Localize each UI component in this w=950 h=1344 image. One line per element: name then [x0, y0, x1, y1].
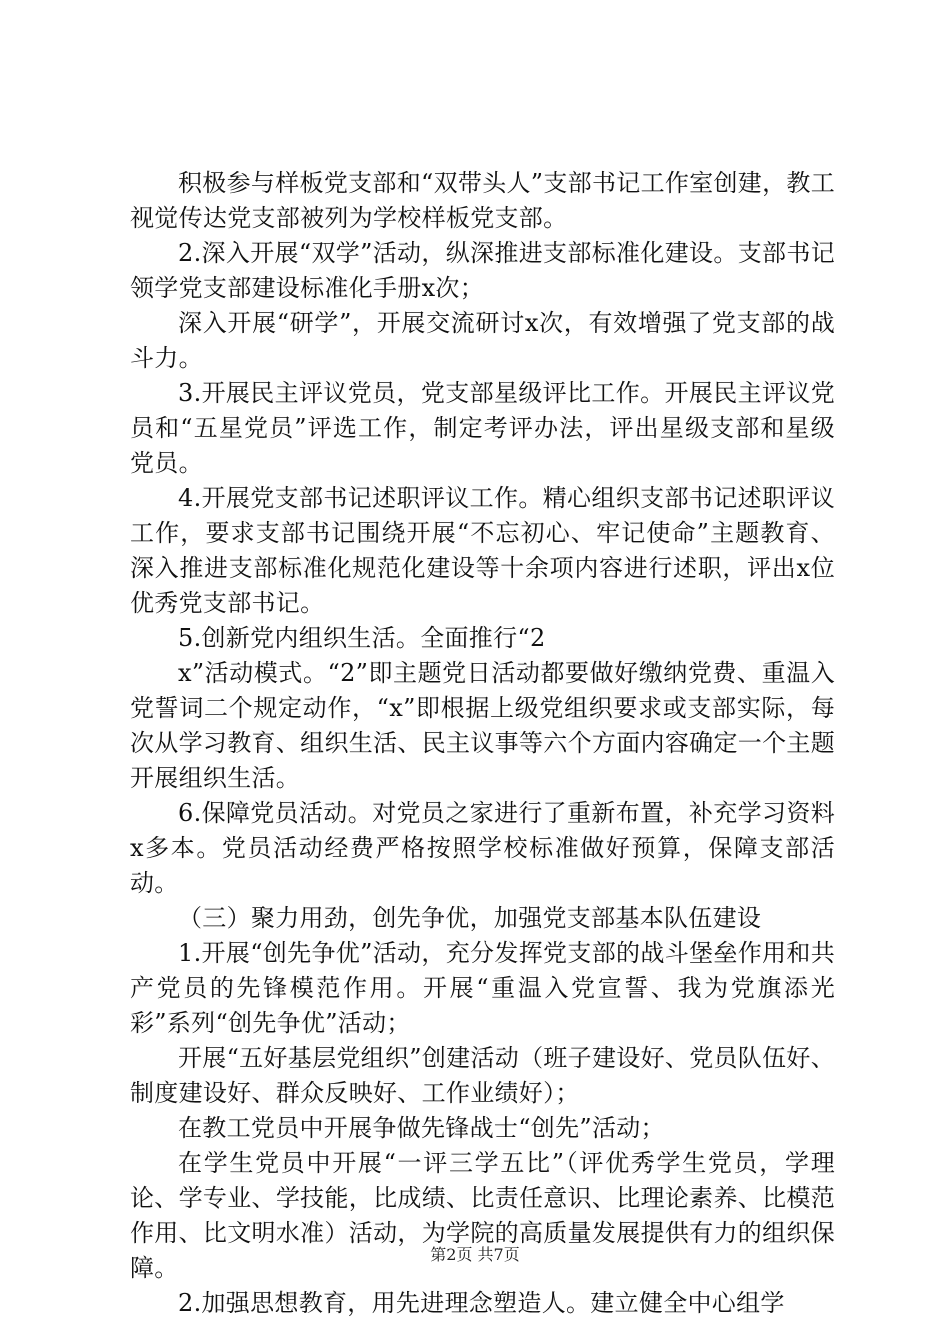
- section-heading: （三）聚力用劲，创先争优，加强党支部基本队伍建设: [178, 904, 762, 932]
- page-number-footer: 第2页 共7页: [430, 1245, 520, 1264]
- paragraph: 开展“五好基层党组织”创建活动（班子建设好、党员队伍好、制度建设好、群众反映好、工作业绩好）；: [130, 1044, 835, 1107]
- paragraph: x”活动模式。“2”即主题党日活动都要做好缴纳党费、重温入党誓词二个规定动作，“x”即根据上级党组织要求或支部实际，每次从学习教育、组织生活、民主议事等六个方面内容确定一个主题开展组织生活。: [130, 659, 835, 792]
- paragraph: 在学生党员中开展“一评三学五比”（评优秀学生党员，学理论、学专业、学技能，比成绩、比责任意识、比理论素养、比模范作用、比文明水准）活动，为学院的高质量发展提供有力的组织保障。: [130, 1149, 835, 1282]
- paragraph: 在教工党员中开展争做先锋战士“创先”活动；: [178, 1114, 665, 1142]
- document-body: [130, 166, 835, 1321]
- paragraph: 4.开展党支部书记述职评议工作。精心组织支部书记述职评议工作，要求支部书记围绕开展“不忘初心、牢记使命”主题教育、深入推进支部标准化规范化建设等十余项内容进行述职，评出x位优秀党支部书记。: [130, 484, 835, 617]
- paragraph: 6.保障党员活动。对党员之家进行了重新布置，补充学习资料x多本。党员活动经费严格按照学校标准做好预算，保障支部活动。: [130, 799, 835, 897]
- paragraph: 2.深入开展“双学”活动，纵深推进支部标准化建设。支部书记领学党支部建设标准化手册x次；: [130, 239, 835, 302]
- paragraph: 3.开展民主评议党员，党支部星级评比工作。开展民主评议党员和“五星党员”评选工作，制定考评办法，评出星级支部和星级党员。: [130, 379, 835, 477]
- paragraph: 2.加强思想教育，用先进理念塑造人。建立健全中心组学: [178, 1289, 785, 1317]
- paragraph: 积极参与样板党支部和“双带头人”支部书记工作室创建，教工视觉传达党支部被列为学校样板党支部。: [130, 169, 835, 232]
- paragraph: 深入开展“研学”，开展交流研讨x次，有效增强了党支部的战斗力。: [130, 309, 835, 372]
- paragraph: 5.创新党内组织生活。全面推行“2: [178, 624, 546, 652]
- paragraph: 1.开展“创先争优”活动，充分发挥党支部的战斗堡垒作用和共产党员的先锋模范作用。开展“重温入党宣誓、我为党旗添光彩”系列“创先争优”活动；: [130, 939, 835, 1037]
